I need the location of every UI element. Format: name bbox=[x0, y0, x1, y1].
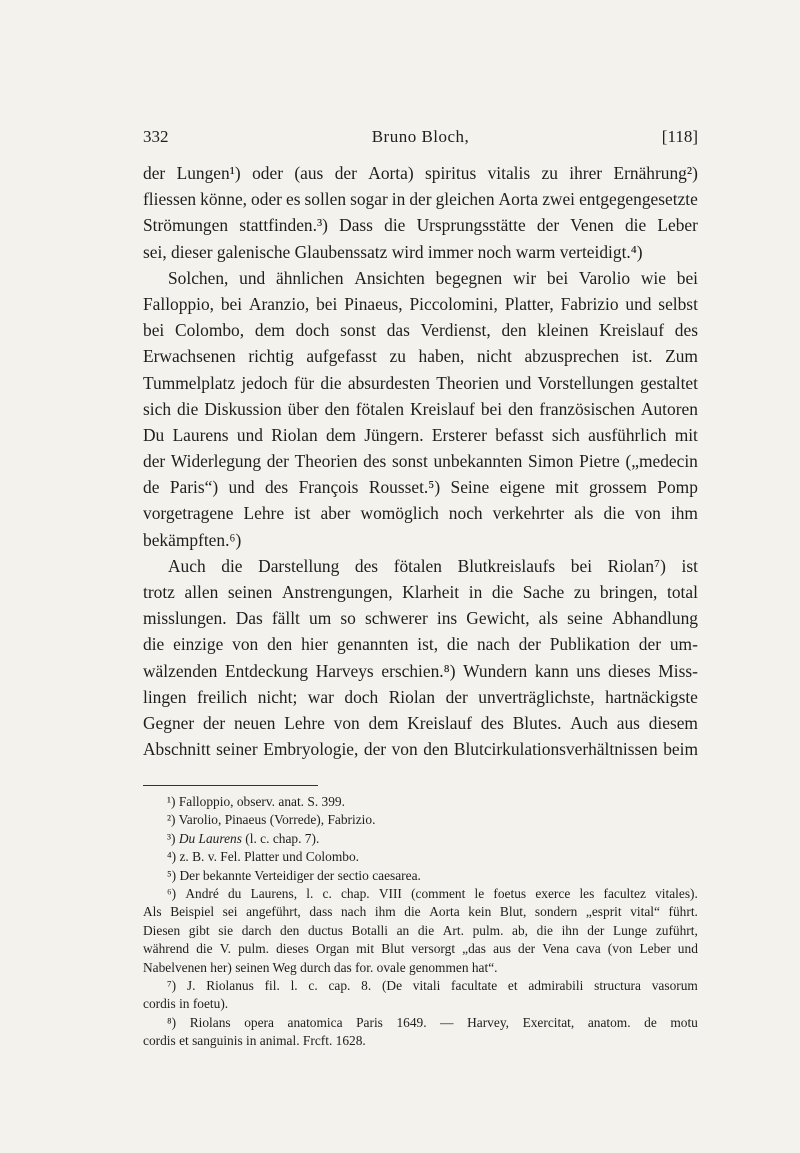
text-line: lingen freilich nicht; war doch Riolan der unverträglichste, hartnäckigste bbox=[143, 686, 698, 707]
main-text bbox=[143, 160, 698, 762]
footnotes bbox=[143, 793, 698, 1050]
text-line: wälzenden Entdeckung Harveys erschien.⁸) Wundern kann uns dieses Miss- bbox=[143, 660, 698, 681]
running-head-section: [118] bbox=[661, 127, 698, 146]
footnote-line: ⁷) J. Riolanus fil. l. c. cap. 8. (De vitali facultate et admirabili structura vasorum bbox=[167, 977, 698, 993]
text-line: misslungen. Das fällt um so schwerer ins Gewicht, als seine Abhandlung bbox=[143, 608, 698, 629]
text-line: der Lungen¹) oder (aus der Aorta) spiritus vitalis zu ihrer Ernährung²) bbox=[143, 163, 698, 183]
text-line: Strömungen stattfinden.³) Dass die Ursprungsstätte der Venen die Leber bbox=[143, 215, 698, 236]
footnote-line: Als Beispiel sei angeführt, dass nach ihm die Aorta kein Blut, sondern „esprit vital“ führt. bbox=[143, 904, 698, 920]
text-line: Auch die Darstellung des fötalen Blutkreislaufs bei Riolan⁷) ist bbox=[168, 555, 698, 576]
footnote-line: ¹) Falloppio, observ. anat. S. 399. bbox=[167, 794, 345, 809]
text-line: sich die Diskussion über den fötalen Kreislauf bei den französischen Autoren bbox=[143, 398, 698, 419]
running-head-author: Bruno Bloch, bbox=[371, 127, 470, 146]
running-header bbox=[143, 127, 698, 151]
footnote-divider bbox=[143, 785, 318, 786]
text-line: Abschnitt seiner Embryologie, der von den Blutcirkulationsverhältnissen beim bbox=[143, 739, 698, 760]
footnote-line: ⁵) Der bekannte Verteidiger der sectio caesarea. bbox=[167, 867, 421, 883]
footnote-line: ⁴) z. B. v. Fel. Platter und Colombo. bbox=[167, 849, 359, 865]
footnote-line: cordis et sanguinis in animal. Frcft. 1628. bbox=[143, 1033, 366, 1049]
text-line: bei Colombo, dem doch sonst das Verdienst, den kleinen Kreislauf des bbox=[143, 320, 698, 341]
text-line: Tummelplatz jedoch für die absurdesten Theorien und Vorstellungen gestaltet bbox=[143, 372, 698, 393]
footnote-line: während die V. pulm. dieses Organ mit Blut versorgt „das aus der Vena cava (von Leber und bbox=[143, 941, 698, 957]
footnote-line: Nabelvenen her) seinen Weg durch das for. ovale genommen hat“. bbox=[143, 959, 498, 975]
text-line: Solchen, und ähnlichen Ansichten begegnen wir bei Varolio wie bei bbox=[168, 267, 698, 288]
footnote-line: ⁸) Riolans opera anatomica Paris 1649. — Harvey, Exercitat, anatom. de motu bbox=[167, 1014, 698, 1030]
footnote-line: cordis in foetu). bbox=[143, 996, 229, 1012]
text-line: der Widerlegung der Theorien des sonst unbekannten Simon Pietre („medecin bbox=[143, 451, 698, 472]
text-line: Gegner der neuen Lehre von dem Kreislauf des Blutes. Auch aus diesem bbox=[143, 712, 698, 733]
text-line: Erwachsenen richtig aufgefasst zu haben, nicht abzusprechen ist. Zum bbox=[143, 346, 698, 367]
text-line: vorgetragene Lehre ist aber womöglich noch verkehrter als die von ihm bbox=[143, 503, 698, 524]
footnote-line: ²) Varolio, Pinaeus (Vorrede), Fabrizio. bbox=[167, 812, 376, 828]
text-line: trotz allen seinen Anstrengungen, Klarheit in die Sache zu bringen, total bbox=[143, 582, 698, 602]
text-line: Falloppio, bei Aranzio, bei Pinaeus, Piccolomini, Platter, Fabrizio und selbst bbox=[143, 293, 698, 314]
text-line: de Paris“) und des François Rousset.⁵) Seine eigene mit grossem Pomp bbox=[143, 477, 698, 498]
text-line: sei, dieser galenische Glaubenssatz wird immer noch warm verteidigt.⁴) bbox=[143, 241, 643, 262]
text-line: fliessen könne, oder es sollen sogar in der gleichen Aorta zwei entgegengesetzte bbox=[143, 189, 698, 210]
text-line: die einzige von den hier genannten ist, die nach der Publikation der um- bbox=[143, 634, 698, 655]
text-line: Du Laurens und Riolan dem Jüngern. Ersterer befasst sich ausführlich mit bbox=[143, 424, 698, 445]
page-number: 332 bbox=[143, 127, 169, 146]
footnote-line: ⁶) André du Laurens, l. c. chap. VIII (comment le foetus exerce les facultez vitales). bbox=[167, 885, 698, 901]
footnote-line: ³) Du Laurens (l. c. chap. 7). bbox=[167, 830, 320, 846]
text-line: bekämpften.⁶) bbox=[143, 529, 242, 550]
footnote-line: Diesen gibt sie darch den ductus Botalli an die Art. pulm. ab, die ihn der Lunge zuführt, bbox=[143, 922, 698, 938]
